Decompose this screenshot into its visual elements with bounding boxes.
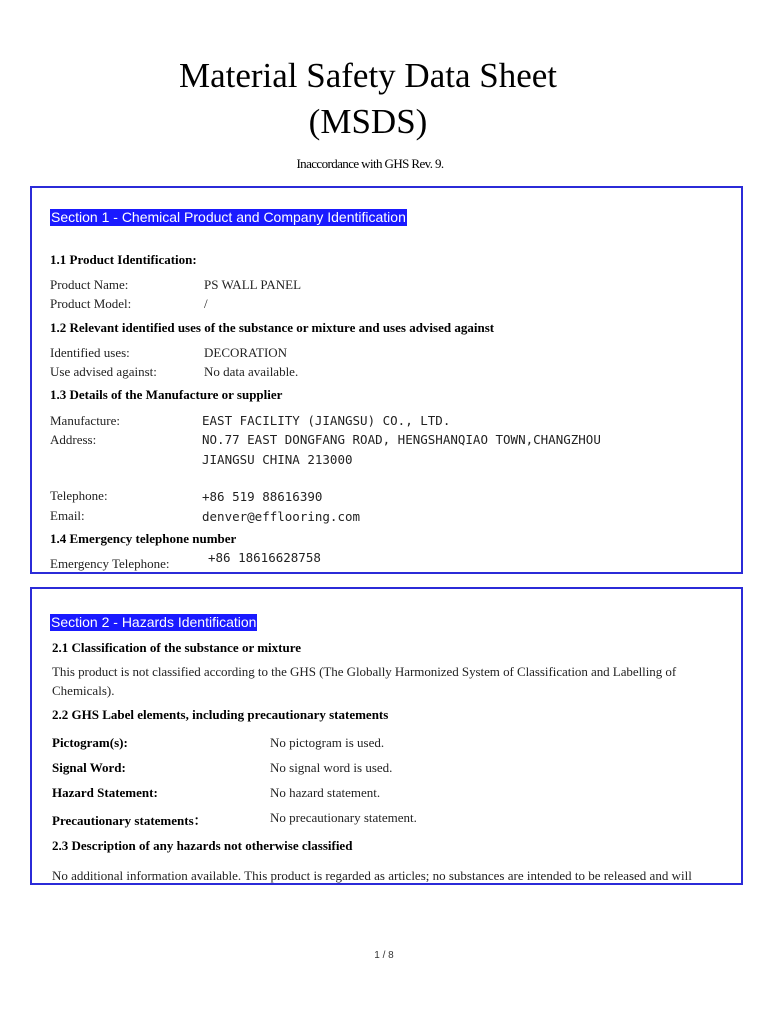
section-2-header: Section 2 - Hazards Identification [51, 614, 257, 630]
precautionary-statements-value: No precautionary statement. [270, 810, 417, 825]
address-line-1: NO.77 EAST DONGFANG ROAD, HENGSHANQIAO TOWN,CHANGZHOU [202, 432, 601, 447]
emergency-telephone-value: +86 18616628758 [208, 550, 321, 565]
telephone-value: +86 519 88616390 [202, 489, 323, 504]
use-advised-against-value: No data available. [204, 364, 299, 379]
emergency-telephone-label: Emergency Telephone: [50, 556, 170, 571]
heading-1-3: 1.3 Details of the Manufacture or supplier [50, 387, 283, 402]
document-subtitle: Inaccordance with GHS Rev. 9. [296, 156, 444, 171]
document-title-abbrev: (MSDS) [308, 102, 428, 141]
heading-2-3: 2.3 Description of any hazards not otherwise classified [52, 838, 353, 853]
page-number: 1 / 8 [374, 950, 394, 961]
product-model-value: / [204, 296, 208, 311]
heading-2-2: 2.2 GHS Label elements, including precautionary statements [52, 707, 389, 722]
address-line-2: JIANGSU CHINA 213000 [202, 452, 353, 467]
classification-text-line-2: Chemicals). [52, 683, 115, 698]
hazard-statement-value: No hazard statement. [270, 785, 381, 800]
hazard-statement-label: Hazard Statement: [52, 785, 158, 800]
product-name-label: Product Name: [50, 277, 129, 292]
heading-2-1: 2.1 Classification of the substance or mixture [52, 640, 302, 655]
classification-text-line-1: This product is not classified according to the GHS (The Globally Harmonized System of Classification and Labelling of [52, 664, 677, 679]
hazards-description-text: No additional information available. This product is regarded as articles; no substances are intended to be released and will [52, 868, 692, 883]
identified-uses-label: Identified uses: [50, 345, 130, 360]
address-label: Address: [50, 432, 97, 447]
email-value: denver@efflooring.com [202, 509, 361, 524]
document-title: Material Safety Data Sheet [178, 56, 558, 95]
heading-1-2: 1.2 Relevant identified uses of the substance or mixture and uses advised against [50, 320, 495, 335]
section-1-header: Section 1 - Chemical Product and Company Identification [51, 209, 406, 225]
signal-word-label: Signal Word: [52, 760, 126, 775]
identified-uses-value: DECORATION [204, 345, 288, 360]
product-model-label: Product Model: [50, 296, 132, 311]
signal-word-value: No signal word is used. [270, 760, 393, 775]
heading-1-4: 1.4 Emergency telephone number [50, 531, 237, 546]
pictogram-value: No pictogram is used. [270, 735, 385, 750]
heading-1-1: 1.1 Product Identification: [50, 252, 197, 267]
manufacture-value: EAST FACILITY (JIANGSU) CO., LTD. [202, 413, 451, 428]
manufacture-label: Manufacture: [50, 413, 121, 428]
precautionary-statements-label: Precautionary statements： [52, 813, 207, 828]
product-name-value: PS WALL PANEL [204, 277, 302, 292]
telephone-label: Telephone: [50, 488, 108, 503]
use-advised-against-label: Use advised against: [50, 364, 157, 379]
email-label: Email: [50, 508, 85, 523]
section-1-box [30, 186, 743, 574]
pictogram-label: Pictogram(s): [52, 735, 128, 750]
